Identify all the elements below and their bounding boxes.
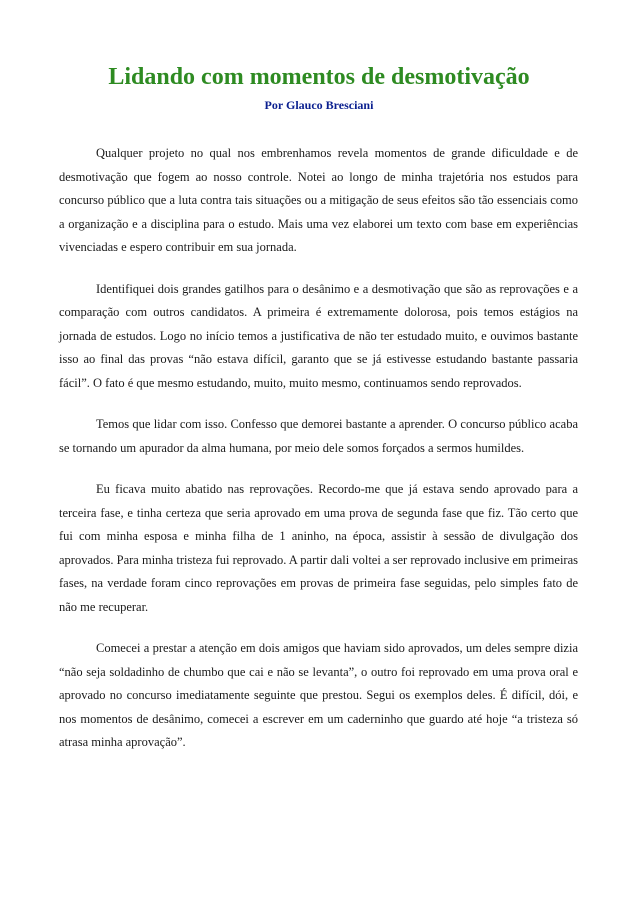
paragraph: Qualquer projeto no qual nos embrenhamos revela momentos de grande dificuldade e de desmotivação que fogem ao nosso controle. Notei ao longo de minha trajetória nos estudos para concurso público que a luta contra tais situações ou a mitigação de seus efeitos são tão essenciais como a organização e a disciplina para o estudo. Mais uma vez elaborei um texto com base em experiências vivenciadas e espero contribuir em sua jornada. [59, 146, 578, 254]
paragraph: Temos que lidar com isso. Confesso que demorei bastante a aprender. O concurso público acaba se tornando um apurador da alma humana, por meio dele somos forçados a sermos humildes. [59, 417, 578, 455]
paragraph: Eu ficava muito abatido nas reprovações. Recordo-me que já estava sendo aprovado para a terceira fase, e tinha certeza que seria aprovado em uma prova de segunda fase que fiz. Tão certo que fui com minha esposa e minha filha de 1 aninho, na época, assistir à sessão de divulgação dos aprovados. Para minha tristeza fui reprovado. A partir dali voltei a ser reprovado inclusive em primeiras fases, na verdade foram cinco reprovações em provas de primeira fase seguidas, pelo simples fato de não me recuperar. [59, 482, 578, 614]
document-title: Lidando com momentos de desmotivação [108, 64, 530, 90]
author-line: Por Glauco Bresciani [264, 98, 374, 112]
document-body [59, 142, 578, 773]
paragraph: Identifiquei dois grandes gatilhos para o desânimo e a desmotivação que são as reprovações e a comparação com outros candidatos. A primeira é extremamente dolorosa, pois temos estágios na jornada de estudos. Logo no início temos a justificativa de não ter estudado muito, e ouvimos bastante isso ao final das provas “não estava difícil, garanto que se já estivesse estudando bastante passaria fácil”. O fato é que mesmo estudando, muito, muito mesmo, continuamos sendo reprovados. [59, 281, 578, 390]
paragraph: Comecei a prestar a atenção em dois amigos que haviam sido aprovados, um deles sempre dizia “não seja soldadinho de chumbo que cai e não se levanta”, o outro foi reprovado em uma prova oral e aprovado no concurso imediatamente seguinte que prestou. Segui os exemplos deles. É difícil, dói, e nos momentos de desânimo, comecei a escrever em um caderninho que guardo até hoje “a tristeza só atrasa minha aprovação”. [59, 641, 578, 749]
